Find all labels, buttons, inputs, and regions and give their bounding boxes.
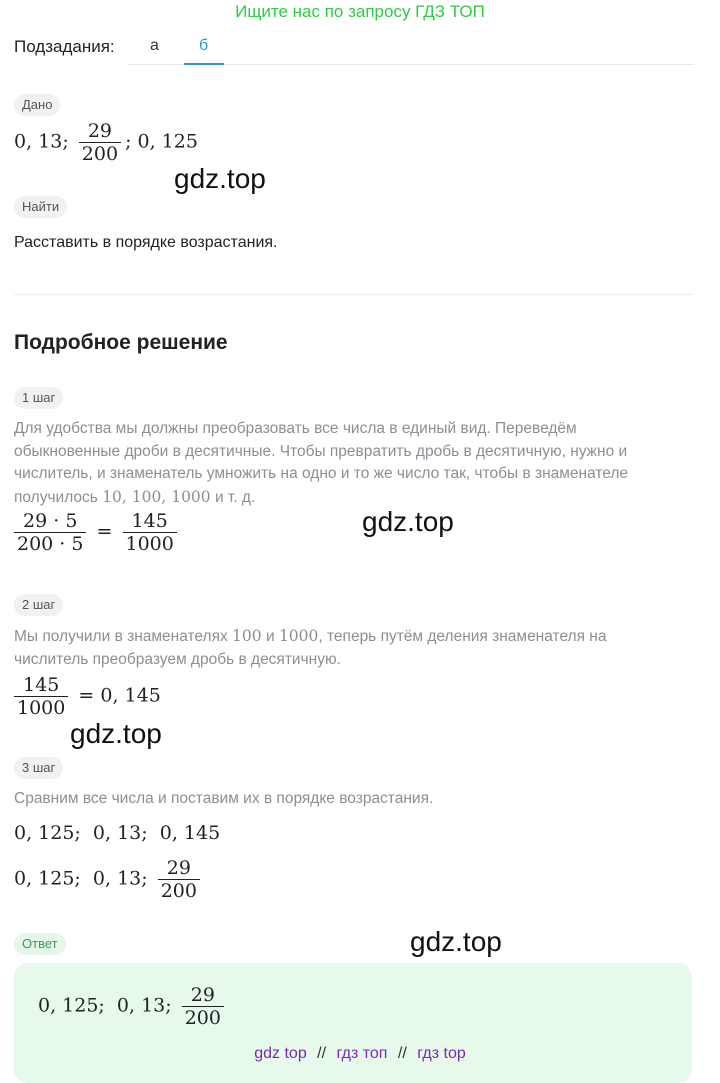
tab-subtask-b[interactable]: б (199, 37, 209, 54)
step1-chip-wrap (14, 387, 63, 409)
step3-row-2 (14, 857, 204, 902)
step2-fraction (14, 674, 68, 719)
step3-chip-wrap (14, 757, 63, 779)
step1-fraction-right-num: 145 (131, 510, 168, 532)
step2-line-1 (14, 625, 704, 649)
step1-chip: 1 шаг (14, 387, 63, 409)
step1-line-3: числитель, и знаменатель умножить на одно и то же число так, чтобы в знаменателе (14, 465, 629, 482)
step2-fraction-num: 145 (23, 674, 60, 696)
answer-chip: Ответ (14, 933, 66, 955)
answer-fraction-den: 200 (182, 1006, 224, 1029)
given-separator: ; (125, 130, 132, 153)
step1-line-2: обыкновенные дроби в десятичные. Чтобы превратить дробь в десятичную, нужно и (14, 442, 628, 460)
step2-line-1-pre: Мы получили в знаменателях (14, 628, 228, 645)
step2-chip-wrap (14, 594, 63, 616)
step1-fraction-right (123, 510, 177, 555)
step1-fraction-left-num: 29 · 5 (23, 510, 78, 532)
answer-fraction (182, 984, 224, 1029)
step2-chip: 2 шаг (14, 594, 63, 616)
step1-line-4-post: и т. д. (214, 488, 256, 506)
step1-formula (14, 510, 181, 555)
promo-banner[interactable]: Ищите нас по запросу ГДЗ ТОП (235, 2, 485, 21)
watermark: gdz.top (174, 163, 266, 194)
footer-links (0, 1045, 720, 1063)
step3-row-2-pre: 0, 125; 0, 13; (14, 867, 148, 890)
step2-formula (14, 674, 161, 719)
subtasks-label: Подзадания: (14, 37, 115, 56)
step3-row-2-fraction-den: 200 (158, 879, 200, 902)
step2-fraction-den: 1000 (14, 696, 68, 719)
step3-row-2-fraction (158, 857, 200, 902)
footer-separator: // (397, 1045, 407, 1062)
find-chip: Найти (14, 196, 67, 218)
footer-link-3[interactable]: гдз top (417, 1045, 466, 1062)
step2-line-1-mid: и (265, 628, 275, 645)
footer-link-1[interactable]: gdz top (254, 1045, 307, 1062)
given-value-1: 0, 13; (14, 130, 69, 153)
answer-values (38, 984, 228, 1029)
step3-row-1: 0, 125; 0, 13; 0, 145 (14, 822, 221, 844)
find-chip-wrap (14, 196, 67, 218)
step1-line-1: Для удобства мы должны преобразовать все числа в единый вид. Переведём (14, 420, 577, 437)
watermark: gdz.top (70, 718, 162, 749)
step3-chip: 3 шаг (14, 757, 63, 779)
given-fraction-den: 200 (79, 142, 121, 165)
footer-separator: // (317, 1045, 327, 1062)
step1-line-4-math: 10, 100, 1000 (102, 487, 211, 506)
given-fraction-num: 29 (87, 120, 113, 142)
step2-line-2: числитель преобразуем дробь в десятичную. (14, 650, 341, 668)
step1-equals: = (96, 520, 113, 543)
find-text: Расставить в порядке возрастания. (14, 234, 278, 251)
watermark: gdz.top (362, 506, 454, 537)
step1-text (14, 418, 704, 509)
given-chip: Дано (14, 94, 60, 116)
footer-link-2[interactable]: гдз топ (336, 1045, 388, 1062)
given-value-3: 0, 125 (137, 130, 198, 153)
given-values (14, 120, 198, 165)
section-divider (14, 294, 694, 295)
step3-row-2-fraction-num: 29 (166, 857, 191, 879)
watermark: gdz.top (410, 926, 502, 957)
solution-title: Подробное решение (14, 331, 228, 354)
step2-result: = 0, 145 (78, 684, 161, 707)
tab-subtask-a[interactable]: а (150, 37, 159, 54)
given-chip-wrap (14, 94, 60, 116)
step2-line-1-m2: 1000 (278, 627, 319, 645)
step3-text: Сравним все числа и поставим их в порядке возрастания. (14, 790, 434, 807)
step1-fraction-left-den: 200 · 5 (14, 532, 86, 555)
step1-line-4-pre: получилось (14, 488, 98, 506)
step1-line-4 (14, 486, 704, 510)
answer-fraction-num: 29 (190, 984, 215, 1006)
answer-values-pre: 0, 125; 0, 13; (38, 994, 172, 1017)
step2-line-1-m1: 100 (232, 627, 262, 645)
step2-text (14, 625, 704, 671)
step2-line-1-post: , теперь путём деления знаменателя на (318, 628, 607, 645)
answer-chip-wrap (14, 933, 66, 955)
step1-fraction-right-den: 1000 (123, 532, 177, 555)
given-fraction (79, 120, 121, 165)
step1-fraction-left (14, 510, 86, 555)
active-tab-indicator (184, 63, 224, 65)
